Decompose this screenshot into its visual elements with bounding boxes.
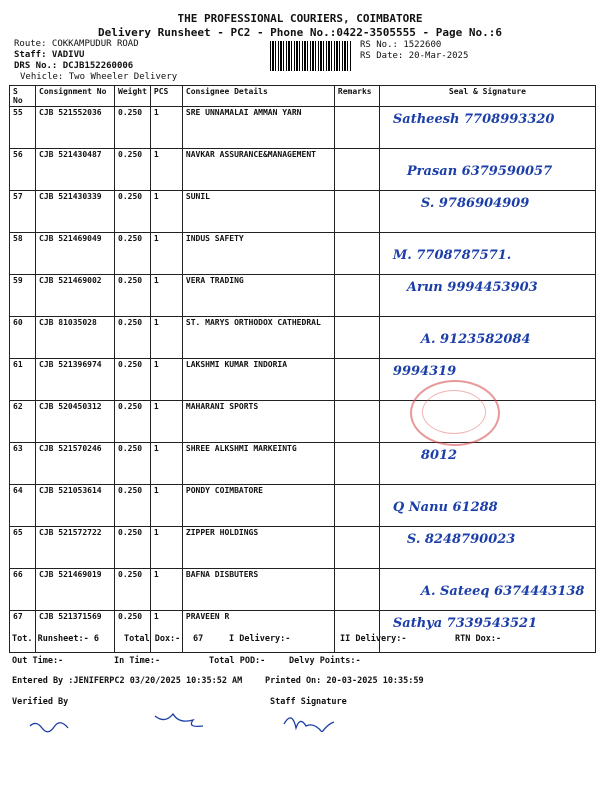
cell-remarks [334,485,379,527]
cell-weight: 0.250 [115,191,151,233]
vehicle-label: Vehicle: Two Wheeler Delivery [20,72,178,82]
col-consignee: Consignee Details [182,86,334,107]
cell-consignee: INDUS SAFETY [182,233,334,275]
cell-weight: 0.250 [115,611,151,653]
table-row [10,317,596,359]
cell-consignee: ST. MARYS ORTHODOX CATHEDRAL [182,317,334,359]
runsheet-subtitle: Delivery Runsheet - PC2 - Phone No.:0422-3505555 - Page No.:6 [98,26,502,39]
cell-consignment: CJB 521396974 [36,359,115,401]
barcode-icon [270,41,352,71]
cell-signature [379,443,595,485]
table-row [10,191,596,233]
cell-remarks [334,611,379,653]
cell-pcs: 1 [150,359,182,401]
cell-weight: 0.250 [115,401,151,443]
cell-sno: 56 [10,149,36,191]
entered-by: Entered By :JENIFERPC2 03/20/2025 10:35:52 AM [12,676,243,686]
cell-signature [379,527,595,569]
cell-pcs: 1 [150,611,182,653]
cell-consignment: CJB 521469049 [36,233,115,275]
col-pcs: PCS [150,86,182,107]
handwritten-signature: Arun 9994453903 [406,280,538,295]
cell-signature [379,275,595,317]
cell-remarks [334,443,379,485]
cell-consignee: LAKSHMI KUMAR INDORIA [182,359,334,401]
seal-stamp-inner-icon [422,390,486,434]
col-remarks: Remarks [334,86,379,107]
col-sno: S No [10,86,36,107]
table-row [10,485,596,527]
col-weight: Weight [115,86,151,107]
printed-on: Printed On: 20-03-2025 10:35:59 [265,676,424,686]
cell-remarks [334,527,379,569]
total-pod: Total POD:- [209,656,266,666]
ii-delivery: II Delivery:- [340,634,407,644]
cell-pcs: 1 [150,317,182,359]
cell-consignee: SHREE ALKSHMI MARKEINTG [182,443,334,485]
cell-consignee: VERA TRADING [182,275,334,317]
cell-weight: 0.250 [115,317,151,359]
handwritten-signature: S. 9786904909 [420,196,530,211]
table-header-row [10,86,596,107]
col-consignment: Consignment No [36,86,115,107]
cell-weight: 0.250 [115,233,151,275]
cell-sno: 67 [10,611,36,653]
cell-pcs: 1 [150,443,182,485]
rs-date: RS Date: 20-Mar-2025 [360,51,469,61]
handwritten-signature: 8012 [420,448,458,463]
cell-consignee: BAFNA DISBUTERS [182,569,334,611]
verifier-signature-icon [25,712,285,738]
cell-sno: 61 [10,359,36,401]
table-row [10,401,596,443]
cell-sno: 62 [10,401,36,443]
cell-remarks [334,401,379,443]
table-row [10,569,596,611]
delvy-points: Delvy Points:- [289,656,361,666]
cell-signature [379,107,595,149]
cell-remarks [334,317,379,359]
cell-signature [379,569,595,611]
cell-consignment: CJB 521570246 [36,443,115,485]
cell-weight: 0.250 [115,443,151,485]
handwritten-signature: A. 9123582084 [420,332,531,347]
cell-consignee: SRE UNNAMALAI AMMAN YARN [182,107,334,149]
cell-consignee: PRAVEEN R [182,611,334,653]
cell-pcs: 1 [150,275,182,317]
handwritten-signature: S. 8248790023 [406,532,516,547]
handwritten-signature: Q Nanu 61288 [392,500,498,515]
table-row [10,611,596,653]
table-row [10,233,596,275]
cell-consignee: NAVKAR ASSURANCE&MANAGEMENT [182,149,334,191]
tot-runsheet: Tot. Runsheet:- 6 [12,634,99,644]
cell-remarks [334,107,379,149]
table-row [10,443,596,485]
cell-weight: 0.250 [115,569,151,611]
handwritten-signature: Sathya 7339543521 [392,616,538,631]
cell-signature [379,611,595,653]
cell-signature [379,149,595,191]
cell-sno: 63 [10,443,36,485]
cell-signature [379,233,595,275]
cell-pcs: 1 [150,569,182,611]
cell-sno: 64 [10,485,36,527]
cell-sno: 58 [10,233,36,275]
runsheet-table [9,85,596,653]
verified-by: Verified By [12,697,69,707]
cell-weight: 0.250 [115,107,151,149]
table-row [10,275,596,317]
cell-consignment: CJB 521572722 [36,527,115,569]
cell-pcs: 1 [150,401,182,443]
staff-signature-icon [280,708,340,732]
total-dox-value: 67 [193,634,204,644]
company-title: THE PROFESSIONAL COURIERS, COIMBATORE [177,12,423,25]
cell-consignment: CJB 521469002 [36,275,115,317]
cell-sno: 57 [10,191,36,233]
cell-consignment: CJB 521053614 [36,485,115,527]
drs-label: DRS No.: DCJB152260006 [14,61,134,71]
cell-weight: 0.250 [115,527,151,569]
cell-consignee: MAHARANI SPORTS [182,401,334,443]
route-label: Route: COKKAMPUDUR ROAD [14,39,139,49]
cell-pcs: 1 [150,485,182,527]
cell-signature [379,485,595,527]
cell-pcs: 1 [150,191,182,233]
handwritten-signature: 9994319 [392,364,457,379]
cell-consignment: CJB 521469019 [36,569,115,611]
cell-pcs: 1 [150,149,182,191]
handwritten-signature: Prasan 6379590057 [406,164,553,179]
cell-sno: 66 [10,569,36,611]
col-seal-signature: Seal & Signature [379,86,595,107]
cell-signature [379,191,595,233]
cell-remarks [334,359,379,401]
table-row [10,107,596,149]
cell-consignment: CJB 521552036 [36,107,115,149]
cell-consignment: CJB 521371569 [36,611,115,653]
cell-consignee: SUNIL [182,191,334,233]
cell-pcs: 1 [150,527,182,569]
table-row [10,359,596,401]
cell-consignment: CJB 521430487 [36,149,115,191]
cell-weight: 0.250 [115,275,151,317]
cell-consignment: CJB 520450312 [36,401,115,443]
cell-consignee: ZIPPER HOLDINGS [182,527,334,569]
table-row [10,149,596,191]
out-time: Out Time:- [12,656,64,666]
cell-consignee: PONDY COIMBATORE [182,485,334,527]
cell-weight: 0.250 [115,359,151,401]
total-dox-label: Total Dox:- [124,634,181,644]
staff-signature-label: Staff Signature [270,697,347,707]
handwritten-signature: Satheesh 7708993320 [392,112,555,127]
i-delivery: I Delivery:- [229,634,291,644]
handwritten-signature: A. Sateeq 6374443138 [420,584,585,599]
cell-remarks [334,275,379,317]
cell-weight: 0.250 [115,485,151,527]
cell-weight: 0.250 [115,149,151,191]
cell-consignment: CJB 81035028 [36,317,115,359]
cell-sno: 55 [10,107,36,149]
rs-number: RS No.: 1522600 [360,40,442,50]
cell-consignment: CJB 521430339 [36,191,115,233]
in-time: In Time:- [114,656,161,666]
cell-sno: 60 [10,317,36,359]
cell-signature [379,317,595,359]
cell-sno: 65 [10,527,36,569]
cell-sno: 59 [10,275,36,317]
staff-label: Staff: VADIVU [14,50,85,60]
cell-remarks [334,569,379,611]
rtn-dox: RTN Dox:- [455,634,502,644]
cell-remarks [334,191,379,233]
handwritten-signature: M. 7708787571. [392,248,512,263]
cell-remarks [334,149,379,191]
cell-pcs: 1 [150,107,182,149]
cell-pcs: 1 [150,233,182,275]
table-row [10,527,596,569]
cell-remarks [334,233,379,275]
